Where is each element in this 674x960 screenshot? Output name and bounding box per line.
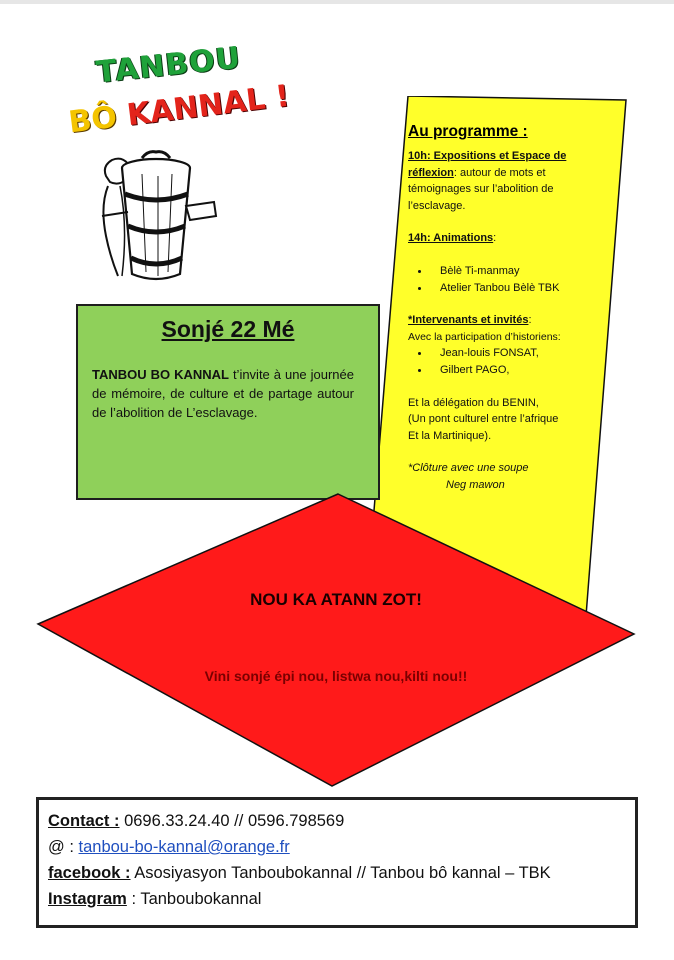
guests-label: *Intervenants et invités — [408, 314, 529, 327]
guests-colon: : — [528, 314, 532, 327]
top-bar — [0, 0, 674, 4]
list-item: Atelier Tanbou Bèlè TBK — [440, 280, 592, 297]
list-item: Gilbert PAGO, — [440, 362, 592, 379]
facebook-line — [48, 860, 551, 886]
benin-line-3: Et la Martinique). — [408, 429, 492, 442]
banner-title: NOU KA ATANN ZOT! — [250, 590, 422, 609]
instagram-label: Instagram — [48, 890, 127, 908]
contact-box — [36, 797, 638, 928]
event-title: Sonjé 22 Mé — [161, 316, 295, 342]
program-block-1-text: : autour de mots et témoignages sur l’abolition de l’esclavage. — [408, 166, 554, 212]
instagram-value: : Tanboubokannal — [126, 890, 262, 908]
program-block-1 — [408, 148, 592, 214]
instagram-line — [48, 886, 551, 912]
contact-label: Contact : — [48, 812, 120, 830]
drum-icon — [98, 146, 218, 286]
logo-line-2-part-2: KANNAL ! — [125, 78, 292, 134]
list-item: Bèlè Ti-manmay — [440, 263, 592, 280]
email-line — [48, 834, 551, 860]
event-org-name: TANBOU BO KANNAL — [92, 367, 229, 382]
program-heading — [408, 122, 592, 142]
guests-heading — [408, 312, 592, 329]
contact-line — [48, 808, 551, 834]
benin-line-2: (Un pont culturel entre l’afrique — [408, 413, 559, 426]
closing-line-2: Neg mawon — [446, 478, 505, 491]
banner-subtitle: Vini sonjé épi nou, listwa nou,kilti nou!! — [204, 668, 468, 684]
contact-content — [48, 808, 551, 912]
animations-list — [408, 263, 592, 296]
logo-line-2-part-1: BÔ — [66, 99, 119, 141]
event-box — [76, 304, 380, 500]
program-block-1-label: 10h: Expositions et Espace de réflexion — [408, 150, 567, 179]
program-block-2 — [408, 230, 592, 247]
historians-list — [408, 345, 592, 378]
program-block-2-colon: : — [493, 232, 497, 245]
email-link[interactable]: tanbou-bo-kannal@orange.fr — [78, 838, 290, 856]
benin-line-1: Et la délégation du BENIN, — [408, 396, 539, 409]
list-item: Jean-louis FONSAT, — [440, 345, 592, 362]
program-heading-colon: : — [518, 123, 528, 140]
guests-intro: Avec la participation d’historiens: — [408, 330, 561, 343]
banner-diamond — [36, 492, 636, 788]
facebook-label: facebook : — [48, 864, 131, 882]
logo — [66, 40, 292, 288]
event-intro — [92, 366, 354, 422]
program-heading-text: Au programme — [408, 123, 519, 140]
facebook-value: Asosiyasyon Tanboubokannal // Tanbou bô kannal – TBK — [130, 864, 551, 882]
email-prefix: @ : — [48, 838, 79, 856]
event-intro-text: t’invite à une journée de mémoire, de culture et de partage autour de l’abolition de L’esclavage. — [92, 367, 354, 420]
program-content — [408, 122, 592, 494]
program-block-2-label: 14h: Animations — [408, 232, 494, 245]
contact-phones: 0696.33.24.40 // 0596.798569 — [119, 812, 345, 830]
closing-line-1: *Clôture avec une soupe — [408, 462, 529, 475]
logo-line-1: TANBOU — [94, 40, 243, 91]
